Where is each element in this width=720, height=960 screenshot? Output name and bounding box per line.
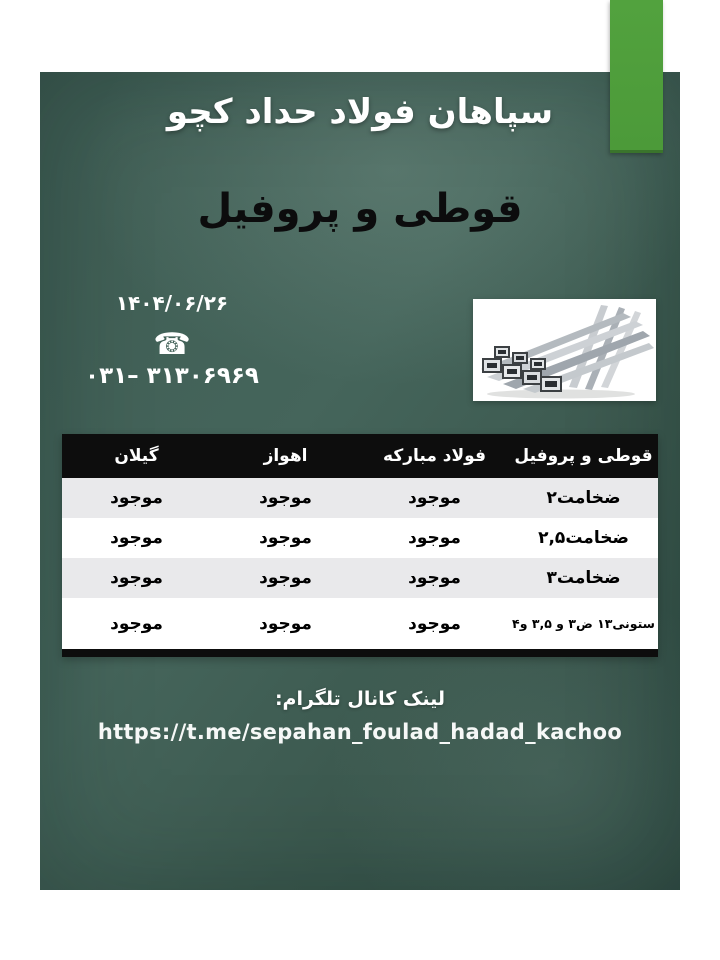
footer-block [40,686,680,744]
page-subtitle: قوطی و پروفیل [197,186,523,232]
availability-cell: موجود [62,558,211,598]
availability-cell: موجود [62,478,211,518]
row-label: ضخامت۲ [509,478,658,518]
telegram-label: لینک کانال تلگرام: [274,688,446,710]
table-bottom-bar [62,649,658,657]
availability-cell: موجود [360,478,509,518]
steel-profiles-illustration [473,299,656,401]
column-header-gilan: گیلان [62,434,211,478]
row-label: ضخامت۲,۵ [509,518,658,558]
column-header-ahvaz: اهواز [211,434,360,478]
phone-number: ۰۳۱– ۳۱۳۰۶۹۶۹ [85,363,259,389]
telephone-icon: ☎ [153,327,191,362]
availability-cell: موجود [211,558,360,598]
row-label: ستونی۱۳ ض۳ و ۳,۵ و۴ [509,598,658,649]
steel-profiles-photo [473,299,656,401]
contact-block [52,291,292,389]
flyer-panel [40,72,680,890]
availability-cell: موجود [211,478,360,518]
column-header-foulad-mobarakeh: فولاد مبارکه [360,434,509,478]
availability-cell: موجود [62,598,211,649]
date-text: ۱۴۰۴/۰۶/۲۶ [115,291,229,315]
row-label: ضخامت۳ [509,558,658,598]
availability-table [62,434,658,657]
availability-cell: موجود [360,558,509,598]
column-header-profile: قوطی و پروفیل [509,434,658,478]
accent-bar [610,0,663,153]
telegram-link[interactable]: https://t.me/sepahan_foulad_hadad_kachoo [97,719,623,744]
availability-cell: موجود [211,518,360,558]
availability-cell: موجود [360,598,509,649]
availability-cell: موجود [211,598,360,649]
availability-cell: موجود [62,518,211,558]
availability-cell: موجود [360,518,509,558]
page-title: سپاهان فولاد حداد کچو [166,92,554,132]
